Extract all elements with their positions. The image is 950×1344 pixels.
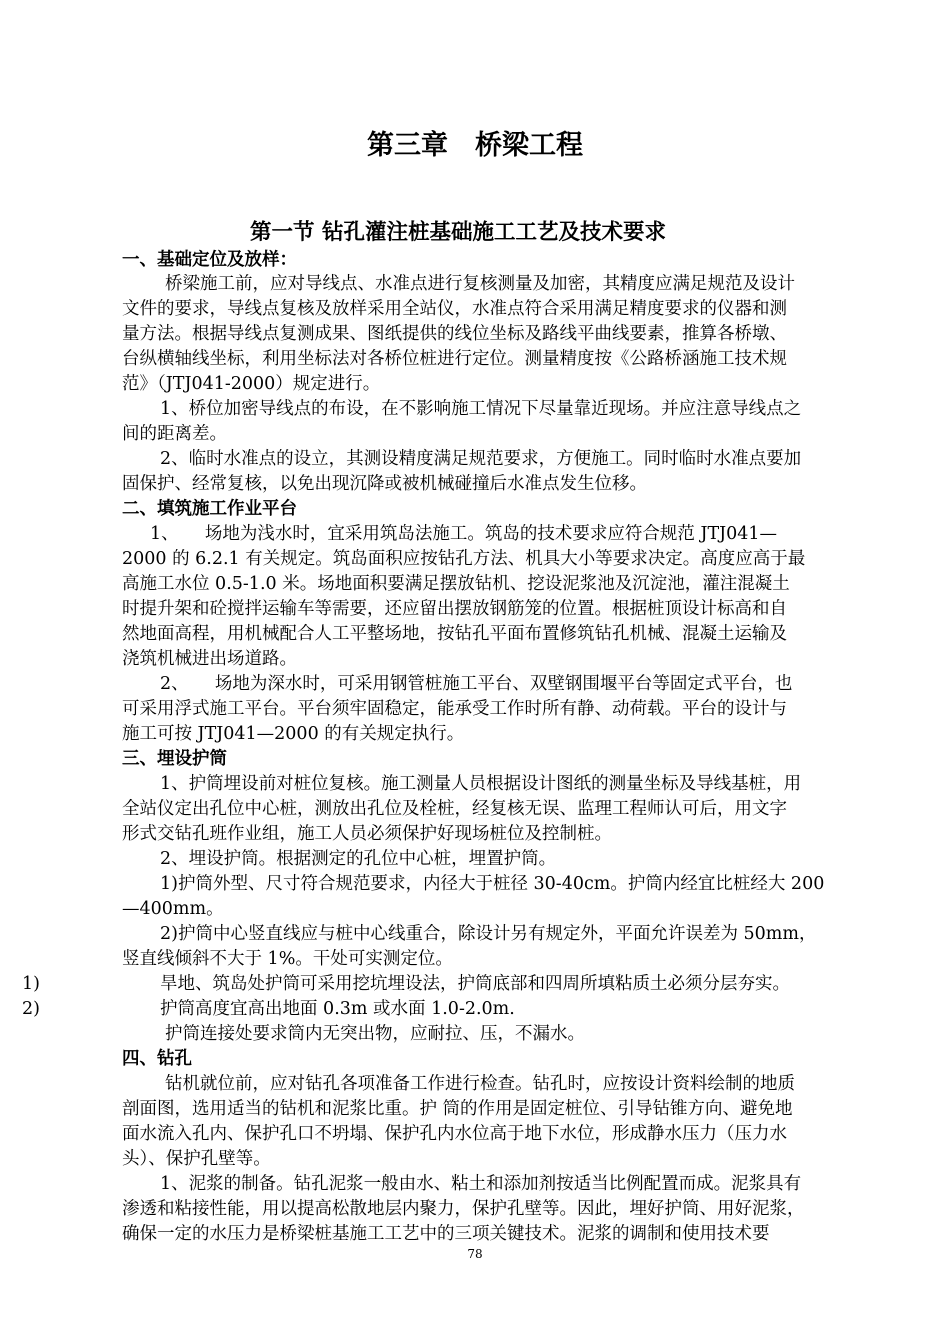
page-number: 78	[467, 1247, 483, 1261]
body-text-line: 1)护筒外型、尺寸符合规范要求，内径大于桩径 30-40cm。护筒内经宜比桩经大 200	[160, 874, 825, 894]
section-title: 第一节 钻孔灌注桩基础施工工艺及技术要求	[250, 220, 666, 245]
body-text-line: 台纵横轴线坐标，利用坐标法对各桥位桩进行定位。测量精度按《公路桥涵施工技术规	[122, 349, 787, 369]
body-text-line: 旱地、筑岛处护筒可采用挖坑埋设法，护筒底部和四周所填粘质土必须分层夯实。	[160, 974, 790, 994]
body-text-line: 量方法。根据导线点复测成果、图纸提供的线位坐标及路线平曲线要素，推算各桥墩、	[122, 324, 787, 344]
body-text-line: 渗透和粘接性能，用以提高松散地层内聚力，保护孔壁等。因此，埋好护筒、用好泥浆，	[122, 1199, 805, 1219]
body-text-line: 2、 场地为深水时，可采用钢管桩施工平台、双壁钢围堰平台等固定式平台，也	[160, 674, 793, 694]
body-text-line: —400mm。	[122, 899, 224, 919]
body-text-line: 确保一定的水压力是桥梁桩基施工工艺中的三项关键技术。泥浆的调制和使用技术要	[122, 1224, 770, 1244]
body-text-line: 桥梁施工前，应对导线点、水准点进行复核测量及加密，其精度应满足规范及设计	[165, 274, 795, 294]
body-text-line: 竖直线倾斜不大于 1%。干处可实测定位。	[122, 949, 453, 969]
chapter-title: 第三章 桥梁工程	[367, 130, 583, 161]
body-text-line: 全站仪定出孔位中心桩，测放出孔位及栓桩，经复核无误、监理工程师认可后，用文字	[122, 799, 787, 819]
body-text-line: 间的距离差。	[122, 424, 227, 444]
body-text-line: 2、埋设护筒。根据测定的孔位中心桩，埋置护筒。	[160, 849, 557, 869]
body-text-line: 形式交钻孔班作业组，施工人员必须保护好现场桩位及控制桩。	[122, 824, 612, 844]
body-text-line: 时提升架和砼搅拌运输车等需要，还应留出摆放钢筋笼的位置。根据桩顶设计标高和自	[122, 599, 787, 619]
body-text-line: 头）、保护孔壁等。	[122, 1149, 271, 1169]
body-text-line: 护筒高度宜高出地面 0.3m 或水面 1.0-2.0m.	[160, 999, 515, 1019]
body-text-line: 然地面高程，用机械配合人工平整场地，按钻孔平面布置修筑钻孔机械、混凝土运输及	[122, 624, 787, 644]
section-heading: 三、埋设护筒	[122, 749, 227, 769]
body-text-line: 范》（JTJ041-2000）规定进行。	[122, 374, 381, 394]
section-heading: 一、基础定位及放样：	[122, 250, 297, 270]
body-text-line: 浇筑机械进出场道路。	[122, 649, 297, 669]
body-text-line: 施工可按 JTJ041—2000 的有关规定执行。	[122, 724, 465, 744]
body-text-line: 1)	[22, 974, 40, 994]
body-text-line: 高施工水位 0.5-1.0 米。场地面积要满足摆放钻机、挖设泥浆池及沉淀池，灌注混凝土	[122, 574, 790, 594]
body-text-line: 2000 的 6.2.1 有关规定。筑岛面积应按钻孔方法、机具大小等要求决定。高度应高于最	[122, 549, 806, 569]
body-text-line: 2、临时水准点的设立，其测设精度满足规范要求，方便施工。同时临时水准点要加	[160, 449, 802, 469]
body-text-line: 可采用浮式施工平台。平台须牢固稳定，能承受工作时所有静、动荷载。平台的设计与	[122, 699, 787, 719]
body-text-line: 2)	[22, 999, 40, 1019]
body-text-line: 钻机就位前，应对钻孔各项准备工作进行检查。钻孔时，应按设计资料绘制的地质	[165, 1074, 795, 1094]
body-text-line: 1、护筒埋设前对桩位复核。施工测量人员根据设计图纸的测量坐标及导线基桩，用	[160, 774, 802, 794]
body-text-line: 固保护、经常复核，以免出现沉降或被机械碰撞后水准点发生位移。	[122, 474, 647, 494]
body-text-line: 文件的要求，导线点复核及放样采用全站仪，水准点符合采用满足精度要求的仪器和测	[122, 299, 787, 319]
body-text-line: 1、泥浆的制备。钻孔泥浆一般由水、粘土和添加剂按适当比例配置而成。泥浆具有	[160, 1174, 802, 1194]
section-heading: 四、钻孔	[122, 1049, 192, 1069]
body-text-line: 剖面图，选用适当的钻机和泥浆比重。护 筒的作用是固定桩位、引导钻锥方向、避免地	[122, 1099, 793, 1119]
body-text-line: 1、桥位加密导线点的布设，在不影响施工情况下尽量靠近现场。并应注意导线点之	[160, 399, 802, 419]
body-text-line: 1、 场地为浅水时，宜采用筑岛法施工。筑岛的技术要求应符合规范 JTJ041—	[150, 524, 778, 544]
section-heading: 二、填筑施工作业平台	[122, 499, 297, 519]
body-text-line: 护筒连接处要求筒内无突出物，应耐拉、压，不漏水。	[165, 1024, 585, 1044]
body-text-line: 面水流入孔内、保护孔口不坍塌、保护孔内水位高于地下水位，形成静水压力（压力水	[122, 1124, 787, 1144]
body-text-line: 2)护筒中心竖直线应与桩中心线重合，除设计另有规定外，平面允许误差为 50mm，	[160, 924, 817, 944]
